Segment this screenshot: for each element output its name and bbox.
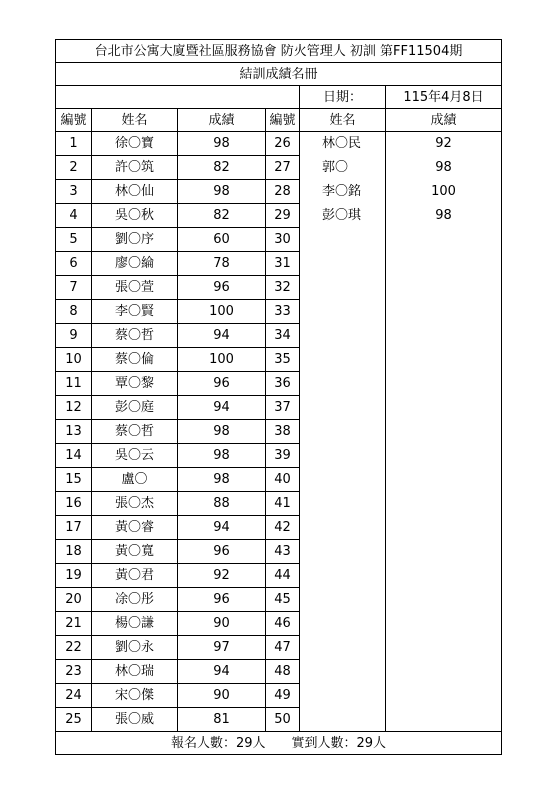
score-cell: 92 <box>178 564 266 588</box>
row-number-cell: 30 <box>266 228 300 252</box>
row-number-cell: 42 <box>266 516 300 540</box>
student-name-cell <box>300 540 386 564</box>
score-cell <box>386 660 502 684</box>
table-row <box>56 588 502 612</box>
score-cell <box>386 636 502 660</box>
row-number-cell: 50 <box>266 708 300 732</box>
student-name-cell: 吳〇云 <box>92 444 178 468</box>
student-name-cell: 蔡〇倫 <box>92 348 178 372</box>
row-number-cell: 4 <box>56 204 92 228</box>
table-row <box>56 636 502 660</box>
table-row <box>56 684 502 708</box>
student-name-cell: 劉〇永 <box>92 636 178 660</box>
row-number-cell: 1 <box>56 132 92 156</box>
table-row <box>56 348 502 372</box>
student-name-cell <box>300 444 386 468</box>
row-number-cell: 10 <box>56 348 92 372</box>
student-name-cell: 蔡〇哲 <box>92 420 178 444</box>
score-cell: 82 <box>178 156 266 180</box>
row-number-cell: 13 <box>56 420 92 444</box>
score-cell: 96 <box>178 588 266 612</box>
student-name-cell <box>300 300 386 324</box>
table-row <box>56 516 502 540</box>
score-cell <box>386 708 502 732</box>
row-number-cell: 26 <box>266 132 300 156</box>
score-cell <box>386 420 502 444</box>
table-row <box>56 708 502 732</box>
score-cell <box>386 588 502 612</box>
row-number-cell: 39 <box>266 444 300 468</box>
score-cell: 98 <box>386 204 502 228</box>
roster-title: 台北市公寓大廈暨社區服務協會 防火管理人 初訓 第FF11504期 <box>56 40 502 63</box>
row-number-cell: 41 <box>266 492 300 516</box>
row-number-cell: 44 <box>266 564 300 588</box>
row-number-cell: 16 <box>56 492 92 516</box>
row-number-cell: 25 <box>56 708 92 732</box>
table-row <box>56 156 502 180</box>
score-cell <box>386 396 502 420</box>
student-name-cell <box>300 684 386 708</box>
row-number-cell: 27 <box>266 156 300 180</box>
score-cell <box>386 276 502 300</box>
row-number-cell: 45 <box>266 588 300 612</box>
student-name-cell <box>300 588 386 612</box>
student-name-cell: 凃〇彤 <box>92 588 178 612</box>
student-name-cell: 廖〇綸 <box>92 252 178 276</box>
student-name-cell <box>300 348 386 372</box>
row-number-cell: 15 <box>56 468 92 492</box>
student-name-cell: 林〇民 <box>300 132 386 156</box>
row-number-cell: 9 <box>56 324 92 348</box>
student-name-cell: 林〇瑞 <box>92 660 178 684</box>
column-header-no: 編號 <box>56 109 92 132</box>
attendance-summary <box>56 732 502 755</box>
score-cell <box>386 612 502 636</box>
student-name-cell <box>300 372 386 396</box>
student-name-cell: 劉〇序 <box>92 228 178 252</box>
score-cell: 97 <box>178 636 266 660</box>
table-row <box>56 420 502 444</box>
score-cell: 90 <box>178 684 266 708</box>
row-number-cell: 33 <box>266 300 300 324</box>
student-name-cell <box>300 396 386 420</box>
score-cell: 92 <box>386 132 502 156</box>
student-name-cell: 張〇威 <box>92 708 178 732</box>
student-name-cell: 宋〇傑 <box>92 684 178 708</box>
row-number-cell: 8 <box>56 300 92 324</box>
student-name-cell <box>300 252 386 276</box>
table-row <box>56 228 502 252</box>
row-number-cell: 21 <box>56 612 92 636</box>
row-number-cell: 40 <box>266 468 300 492</box>
score-cell: 90 <box>178 612 266 636</box>
score-cell <box>386 540 502 564</box>
row-number-cell: 35 <box>266 348 300 372</box>
table-row <box>56 492 502 516</box>
date-label: 日期： <box>300 86 386 109</box>
score-cell <box>386 252 502 276</box>
student-name-cell <box>300 228 386 252</box>
score-cell <box>386 564 502 588</box>
roster-subtitle: 結訓成績名冊 <box>56 63 502 86</box>
student-name-cell: 李〇賢 <box>92 300 178 324</box>
row-number-cell: 34 <box>266 324 300 348</box>
column-header-score: 成績 <box>178 109 266 132</box>
score-cell <box>386 492 502 516</box>
table-row <box>56 540 502 564</box>
column-header-name-2: 姓名 <box>300 109 386 132</box>
student-name-cell: 黃〇寬 <box>92 540 178 564</box>
score-cell: 98 <box>386 156 502 180</box>
table-row <box>56 372 502 396</box>
row-number-cell: 19 <box>56 564 92 588</box>
student-name-cell <box>300 276 386 300</box>
roster-table <box>55 39 502 755</box>
row-number-cell: 17 <box>56 516 92 540</box>
row-number-cell: 5 <box>56 228 92 252</box>
table-row <box>56 396 502 420</box>
score-cell: 94 <box>178 660 266 684</box>
table-row <box>56 204 502 228</box>
column-header-score-2: 成績 <box>386 109 502 132</box>
score-cell: 94 <box>178 516 266 540</box>
score-cell <box>386 300 502 324</box>
row-number-cell: 24 <box>56 684 92 708</box>
student-name-cell: 盧〇 <box>92 468 178 492</box>
score-cell: 98 <box>178 468 266 492</box>
row-number-cell: 46 <box>266 612 300 636</box>
table-row <box>56 324 502 348</box>
student-name-cell <box>300 468 386 492</box>
score-cell <box>386 324 502 348</box>
score-cell: 98 <box>178 132 266 156</box>
student-name-cell: 蔡〇哲 <box>92 324 178 348</box>
row-number-cell: 32 <box>266 276 300 300</box>
score-cell <box>386 444 502 468</box>
row-number-cell: 38 <box>266 420 300 444</box>
table-row <box>56 468 502 492</box>
table-row <box>56 300 502 324</box>
score-cell: 94 <box>178 324 266 348</box>
table-row <box>56 132 502 156</box>
row-number-cell: 11 <box>56 372 92 396</box>
score-cell: 96 <box>178 540 266 564</box>
row-number-cell: 2 <box>56 156 92 180</box>
row-number-cell: 3 <box>56 180 92 204</box>
score-cell: 82 <box>178 204 266 228</box>
student-name-cell <box>300 564 386 588</box>
student-name-cell: 林〇仙 <box>92 180 178 204</box>
student-name-cell: 許〇筑 <box>92 156 178 180</box>
date-value: 115年4月8日 <box>386 86 502 109</box>
student-name-cell: 徐〇寶 <box>92 132 178 156</box>
student-name-cell <box>300 324 386 348</box>
student-name-cell <box>300 516 386 540</box>
student-name-cell <box>300 660 386 684</box>
row-number-cell: 7 <box>56 276 92 300</box>
score-cell <box>386 468 502 492</box>
score-cell <box>386 348 502 372</box>
student-name-cell <box>300 420 386 444</box>
table-row <box>56 612 502 636</box>
score-cell: 81 <box>178 708 266 732</box>
row-number-cell: 20 <box>56 588 92 612</box>
student-name-cell: 張〇杰 <box>92 492 178 516</box>
table-row <box>56 660 502 684</box>
score-cell: 98 <box>178 180 266 204</box>
score-cell: 100 <box>178 300 266 324</box>
row-number-cell: 36 <box>266 372 300 396</box>
student-name-cell: 郭〇 <box>300 156 386 180</box>
student-name-cell: 楊〇謙 <box>92 612 178 636</box>
score-cell: 100 <box>178 348 266 372</box>
column-header-name: 姓名 <box>92 109 178 132</box>
student-name-cell <box>300 636 386 660</box>
table-row <box>56 252 502 276</box>
score-cell <box>386 516 502 540</box>
student-name-cell: 吳〇秋 <box>92 204 178 228</box>
score-cell <box>386 372 502 396</box>
student-name-cell <box>300 612 386 636</box>
attended-count: 實到人數：29人 <box>291 735 387 751</box>
score-cell <box>386 684 502 708</box>
score-cell: 60 <box>178 228 266 252</box>
row-number-cell: 37 <box>266 396 300 420</box>
score-cell: 100 <box>386 180 502 204</box>
row-number-cell: 23 <box>56 660 92 684</box>
row-number-cell: 47 <box>266 636 300 660</box>
row-number-cell: 29 <box>266 204 300 228</box>
student-name-cell: 覃〇黎 <box>92 372 178 396</box>
student-name-cell: 黃〇君 <box>92 564 178 588</box>
row-number-cell: 28 <box>266 180 300 204</box>
student-name-cell: 張〇萱 <box>92 276 178 300</box>
score-cell: 98 <box>178 444 266 468</box>
student-name-cell <box>300 708 386 732</box>
score-cell: 96 <box>178 276 266 300</box>
table-row <box>56 180 502 204</box>
table-row <box>56 276 502 300</box>
row-number-cell: 48 <box>266 660 300 684</box>
score-cell: 94 <box>178 396 266 420</box>
student-name-cell: 彭〇庭 <box>92 396 178 420</box>
score-cell: 88 <box>178 492 266 516</box>
row-number-cell: 18 <box>56 540 92 564</box>
column-header-no-2: 編號 <box>266 109 300 132</box>
student-name-cell <box>300 492 386 516</box>
score-cell <box>386 228 502 252</box>
row-number-cell: 22 <box>56 636 92 660</box>
score-cell: 78 <box>178 252 266 276</box>
row-number-cell: 49 <box>266 684 300 708</box>
registered-count: 報名人數：29人 <box>170 735 266 751</box>
student-name-cell: 李〇銘 <box>300 180 386 204</box>
score-cell: 98 <box>178 420 266 444</box>
table-row <box>56 564 502 588</box>
score-cell: 96 <box>178 372 266 396</box>
row-number-cell: 14 <box>56 444 92 468</box>
student-name-cell: 黃〇睿 <box>92 516 178 540</box>
row-number-cell: 12 <box>56 396 92 420</box>
row-number-cell: 43 <box>266 540 300 564</box>
table-row <box>56 444 502 468</box>
row-number-cell: 6 <box>56 252 92 276</box>
student-name-cell: 彭〇琪 <box>300 204 386 228</box>
row-number-cell: 31 <box>266 252 300 276</box>
date-spacer <box>56 86 300 109</box>
